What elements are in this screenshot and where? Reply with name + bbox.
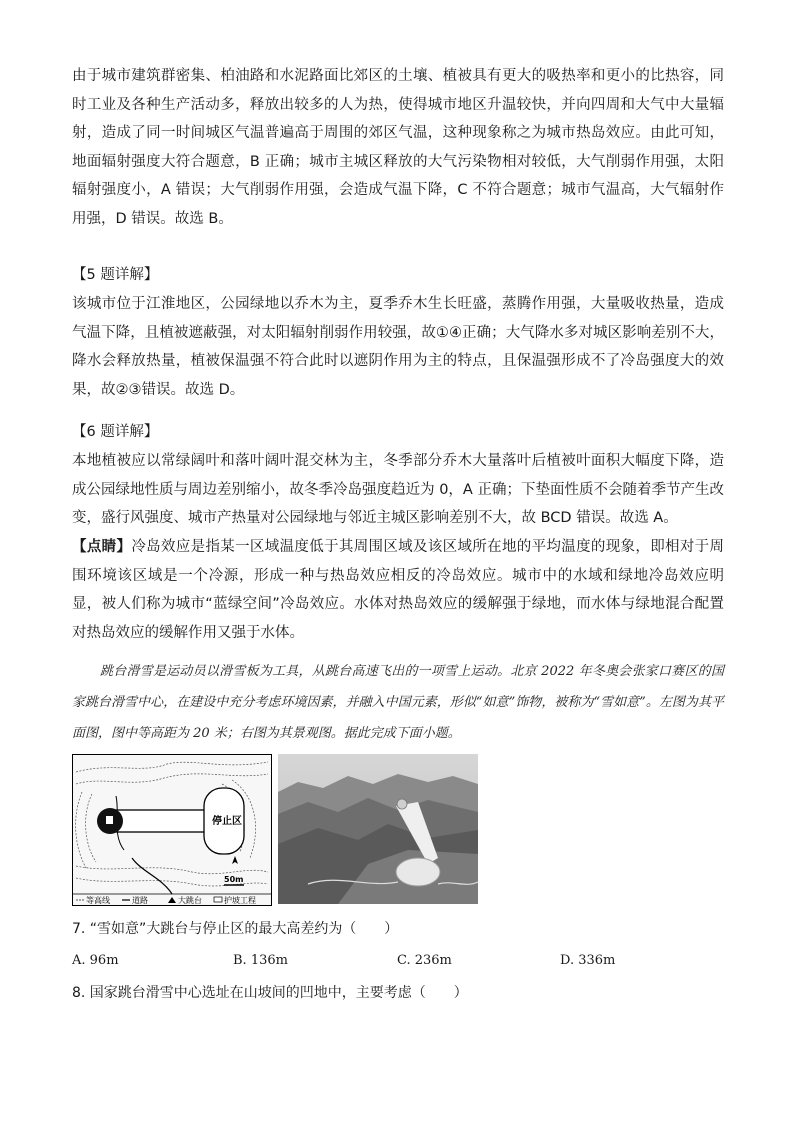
analysis-paragraph-6: 本地植被应以常绿阔叶和落叶阔叶混交林为主，冬季部分乔木大量落叶后植被叶面积大幅度下降，造成公园绿地性质与周边差别缩小，故冬季冷岛强度趋近为 0，A 正确；下垫面性质不会随着季节产生改变，盛行风强度、城市产热量对公园绿地与邻近主城区影响差别不大，故 BCD 错误。故选 A。 <box>72 453 724 526</box>
option-7d[interactable]: D. 336m <box>560 953 616 968</box>
plan-map-figure <box>72 754 272 906</box>
question-6-heading: 【6 题详解】 <box>72 424 159 440</box>
landscape-photo <box>278 754 478 904</box>
plan-map-svg <box>72 754 272 906</box>
landscape-photo-svg <box>278 754 478 904</box>
question-5-heading: 【5 题详解】 <box>72 267 159 283</box>
stop-area-label: 停止区 <box>212 816 242 827</box>
legend-slope: 护坡工程 <box>224 896 256 905</box>
question-7: 7. “雪如意”大跳台与停止区的最大高差约为（ ） <box>72 921 399 937</box>
legend-jump: 大跳台 <box>178 896 202 905</box>
question-stem: 跳台滑雪是运动员以滑雪板为工具，从跳台高速飞出的一项雪上运动。北京 2022 年冬奥会张家口赛区的国家跳台滑雪中心，在建设中充分考虑环境因素，并融入中国元素，形似“如意”饰物，被称为“雪如意”。左图为其平面图，图中等高距为 20 米；右图为其景观图。据此完成下面小题。 <box>72 664 724 741</box>
legend-road: 道路 <box>132 896 148 905</box>
tip-paragraph <box>72 533 724 647</box>
option-7a[interactable]: A. 96m <box>72 953 119 968</box>
jump-top-photo <box>397 799 407 809</box>
question-8: 8. 国家跳台滑雪中心选址在山坡间的凹地中，主要考虑（ ） <box>72 985 468 1001</box>
stop-area-photo <box>396 858 440 886</box>
tip-text: 冷岛效应是指某一区域温度低于其周围区域及该区域所在地的平均温度的现象，即相对于周围环境该区域是一个冷源，形成一种与热岛效应相反的冷岛效应。城市中的水域和绿地冷岛效应明显，被人们称为城市“蓝绿空间”冷岛效应。水体对热岛效应的缓解强于绿地，而水体与绿地混合配置对热岛效应的缓解作用又强于水体。 <box>72 539 725 641</box>
jump-tower-mark <box>106 816 113 824</box>
scale-label: 50m <box>224 875 244 884</box>
analysis-paragraph-5: 该城市位于江淮地区，公园绿地以乔木为主，夏季乔木生长旺盛，蒸腾作用强，大量吸收热量，造成气温下降，且植被遮蔽强，对太阳辐射削弱作用较强，故①④正确；大气降水多对城区影响差别不大，降水会释放热量，植被保温强不符合此时以遮阴作用为主的特点，且保温强形成不了冷岛强度大的效果，故②③错误。故选 D。 <box>72 296 724 398</box>
legend-contour: 等高线 <box>86 896 110 905</box>
tip-label: 【点睛】 <box>72 539 132 555</box>
option-7c[interactable]: C. 236m <box>397 953 452 968</box>
analysis-paragraph-4: 由于城市建筑群密集、柏油路和水泥路面比郊区的土壤、植被具有更大的吸热率和更小的比热容，同时工业及各种生产活动多，释放出较多的人为热，使得城市地区升温较快，并向四周和大气中大量辐射，造成了同一时间城区气温普遍高于周围的郊区气温，这种现象称之为城市热岛效应。由此可知，地面辐射强度大符合题意，B 正确；城市主城区释放的大气污染物相对较低，大气削弱作用强，太阳辐射强度小，A 错误；大气削弱作用强，会造成气温下降，C 不符合题意；城市气温高，大气辐射作用强，D 错误。故选 B。 <box>72 68 724 227</box>
option-7b[interactable]: B. 136m <box>233 953 288 968</box>
